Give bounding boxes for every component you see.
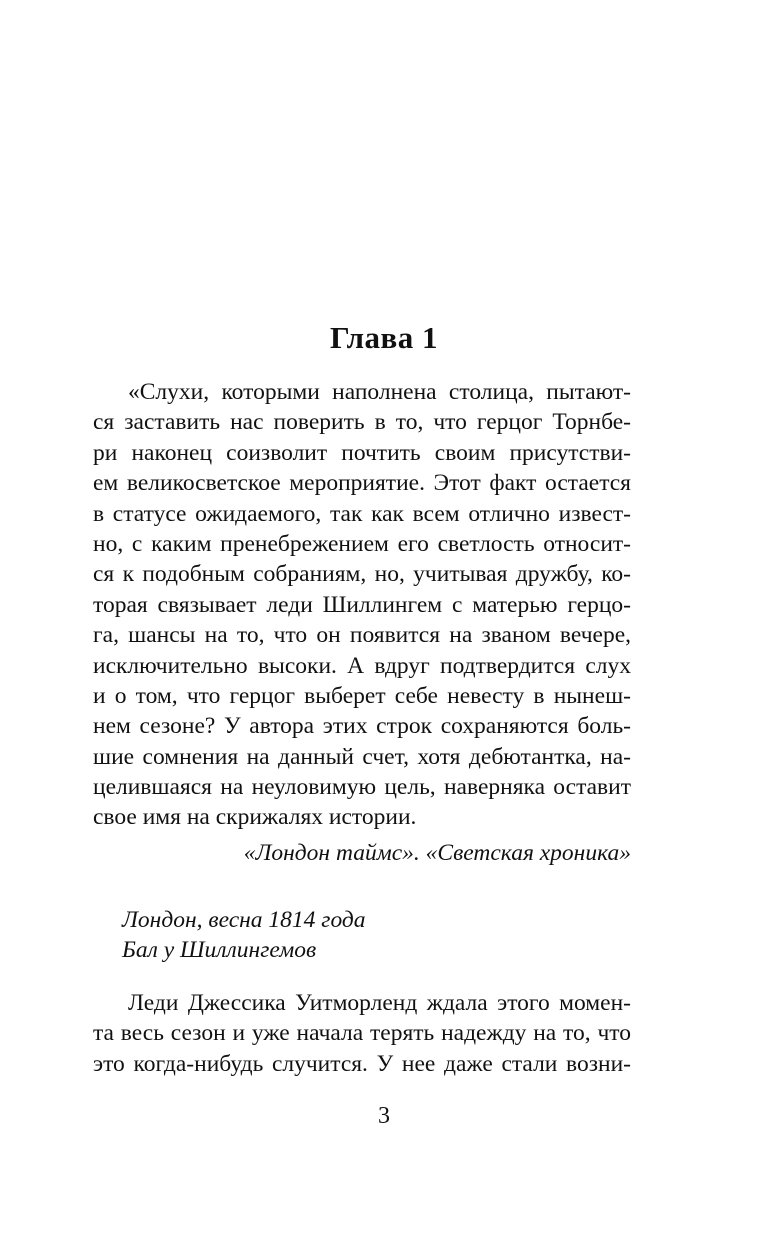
body-line: Леди Джессика Уитморленд ждала этого момен-: [128, 990, 631, 1016]
epigraph-line: шие сомнения на данный счет, хотя дебютантка, на-: [93, 743, 631, 770]
body-line: та весь сезон и уже начала терять надежду на то, что: [93, 1020, 631, 1047]
epigraph-line: га, шансы на то, что он появится на званом вечере,: [93, 622, 631, 649]
dateline: [122, 905, 366, 965]
page-number: 3: [378, 1103, 390, 1129]
epigraph-line: но, с каким пренебрежением его светлость относит-: [93, 530, 631, 557]
epigraph-line: и о том, что герцог выберет себе невесту в нынеш-: [93, 682, 631, 709]
epigraph-line: ем великосветское мероприятие. Этот факт остается: [93, 470, 631, 497]
epigraph-line: торая связывает леди Шиллингем с матерью герцо-: [93, 591, 631, 618]
epigraph-line: исключительно высоки. А вдруг подтвердится слух: [93, 652, 631, 679]
epigraph-line: свое имя на скрижалях истории.: [93, 804, 417, 831]
body-text: [93, 988, 631, 1079]
epigraph-line: ри наконец соизволит почтить своим присутстви-: [93, 439, 631, 466]
epigraph-attribution: «Лондон таймс». «Светская хроника»: [243, 840, 631, 866]
dateline-event: Бал у Шиллингемов: [122, 937, 317, 963]
epigraph-line: нем сезоне? У автора этих строк сохраняются боль-: [93, 713, 631, 740]
epigraph: [93, 377, 631, 833]
chapter-title: Глава 1: [329, 320, 439, 355]
epigraph-line: в статусе ожидаемого, так как всем отлично извест-: [93, 500, 631, 527]
body-line: это когда-нибудь случится. У нее даже стали возни-: [93, 1050, 631, 1077]
epigraph-line: целившаяся на неуловимую цель, наверняка оставит: [93, 774, 631, 801]
dateline-place-time: Лондон, весна 1814 года: [122, 907, 366, 933]
epigraph-line: «Слухи, которыми наполнена столица, пытают-: [128, 379, 631, 405]
epigraph-line: ся к подобным собраниям, но, учитывая дружбу, ко-: [93, 561, 631, 588]
epigraph-line: ся заставить нас поверить в то, что герцог Торнбе-: [93, 409, 631, 436]
